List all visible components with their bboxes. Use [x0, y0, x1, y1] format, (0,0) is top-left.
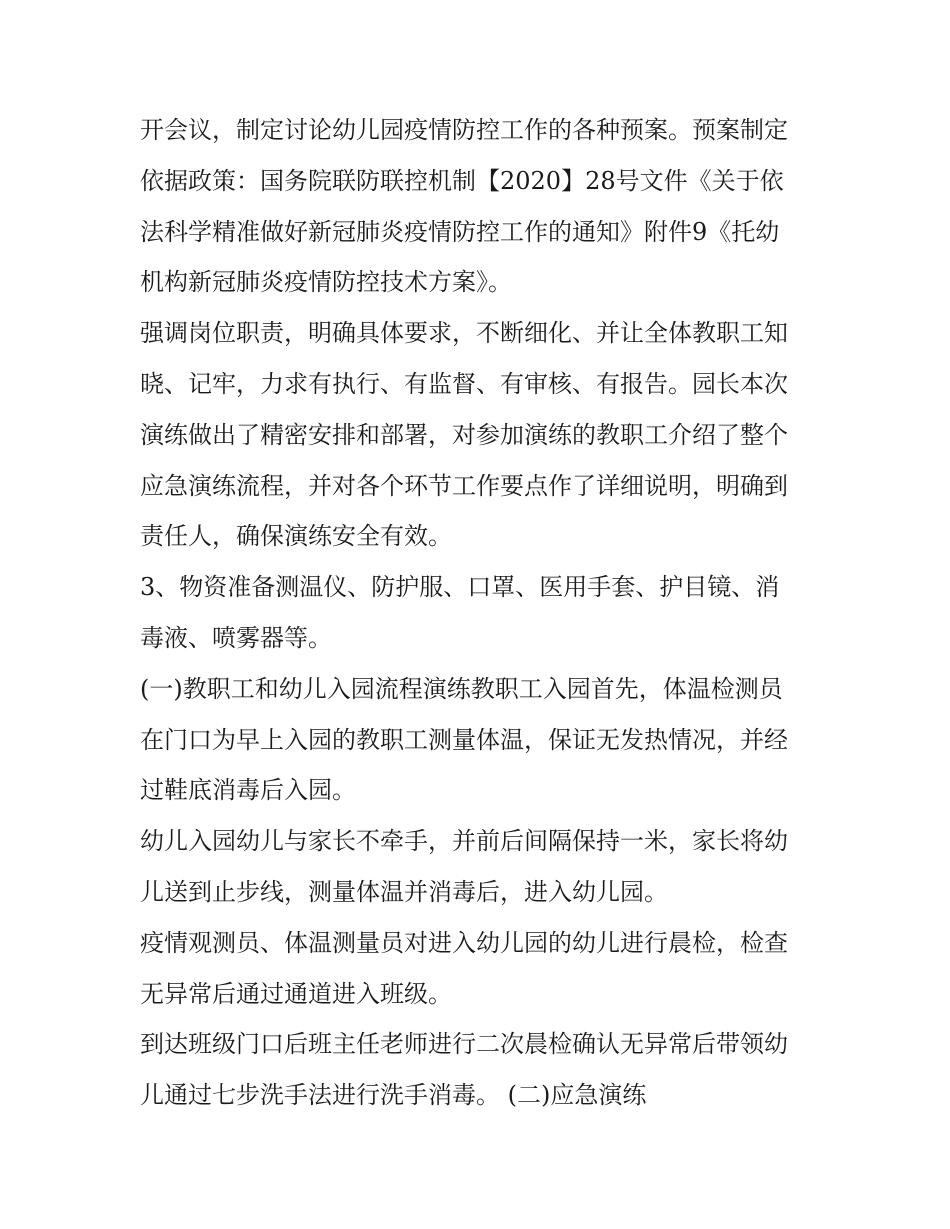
text-line: 在门口为早上入园的教职工测量体温，保证无发热情况，并经 — [140, 725, 788, 754]
text-line: 毒液、喷雾器等。 — [140, 623, 332, 652]
text-line: 过鞋底消毒后入园。 — [140, 776, 356, 805]
text-line: 责任人，确保演练安全有效。 — [140, 522, 452, 551]
text-line: 3、物资准备测温仪、防护服、口罩、医用手套、护目镜、消 — [140, 573, 780, 602]
text-line: 法科学精准做好新冠肺炎疫情防控工作的通知》附件9《托幼 — [140, 217, 780, 246]
text-line: 到达班级门口后班主任老师进行二次晨检确认无异常后带领幼 — [140, 1030, 788, 1059]
text-line: 无异常后通过通道进入班级。 — [140, 979, 452, 1008]
text-line: 机构新冠肺炎疫情防控技术方案》。 — [140, 268, 512, 297]
text-line: 晓、记牢，力求有执行、有监督、有审核、有报告。园长本次 — [140, 369, 788, 398]
text-line: 疫情观测员、体温测量员对进入幼儿园的幼儿进行晨检，检查 — [140, 928, 788, 957]
document-body — [140, 105, 820, 1121]
text-line: 儿通过七步洗手法进行洗手消毒。 (二)应急演练 — [140, 1081, 647, 1110]
text-line: 幼儿入园幼儿与家长不牵手，并前后间隔保持一米，家长将幼 — [140, 827, 788, 856]
text-line: 演练做出了精密安排和部署，对参加演练的教职工介绍了整个 — [140, 420, 788, 449]
text-line: 强调岗位职责，明确具体要求，不断细化、并让全体教职工知 — [140, 319, 788, 348]
text-line: 依据政策：国务院联防联控机制【2020】28号文件《关于依 — [140, 166, 784, 195]
text-line: 开会议，制定讨论幼儿园疫情防控工作的各种预案。预案制定 — [140, 116, 788, 144]
text-line: (一)教职工和幼儿入园流程演练教职工入园首先，体温检测员 — [140, 674, 783, 703]
text-line: 应急演练流程，并对各个环节工作要点作了详细说明，明确到 — [140, 471, 788, 500]
text-line: 儿送到止步线，测量体温并消毒后，进入幼儿园。 — [140, 877, 668, 906]
